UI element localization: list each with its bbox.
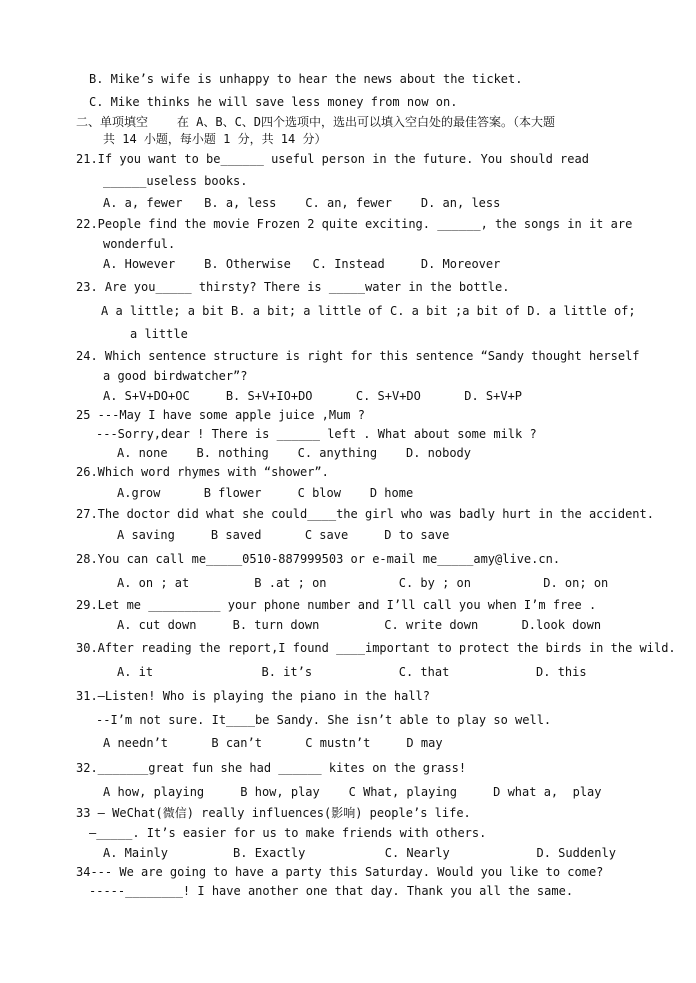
text-line-27: A. cut down B. turn down C. write down D.look down [117,618,602,632]
text-line-31: --I’m not sure. It____be Sandy. She isn’t able to play so well. [96,713,552,727]
text-line-38: 34--- We are going to have a party this Saturday. Would you like to come? [76,865,604,879]
text-line-2: C. Mike thinks he will save less money from now on. [89,95,458,109]
text-line-3: 二、单项填空 在 A、B、C、D四个选项中，选出可以填入空白处的最佳答案。（本大题 [76,115,556,129]
text-line-5: 21.If you want to be______ useful person in the future. You should read [76,152,589,166]
text-line-9: wonderful. [103,237,176,251]
text-line-16: A. S+V+DO+OC B. S+V+IO+DO C. S+V+DO D. S+V+P [103,389,523,403]
text-line-15: a good birdwatcher”? [103,369,248,383]
text-line-14: 24. Which sentence structure is right for this sentence “Sandy thought herself [76,349,640,363]
text-line-30: 31.—Listen! Who is playing the piano in the hall? [76,689,431,703]
text-line-23: A saving B saved C save D to save [117,528,450,542]
text-line-37: A. Mainly B. Exactly C. Nearly D. Suddenly [103,846,616,860]
text-line-11: 23. Are you_____ thirsty? There is _____water in the bottle. [76,280,510,294]
text-line-7: A. a, fewer B. a, less C. an, fewer D. an, less [103,196,501,210]
text-line-17: 25 ---May I have some apple juice ,Mum ? [76,408,365,422]
text-line-29: A. it B. it’s C. that D. this [117,665,587,679]
text-line-6: ______useless books. [103,174,248,188]
text-line-26: 29.Let me __________ your phone number and I’ll call you when I’m free . [76,598,597,612]
text-line-19: A. none B. nothing C. anything D. nobody [117,446,472,460]
text-line-18: ---Sorry,dear ! There is ______ left . What about some milk ? [96,427,537,441]
text-line-36: —_____. It’s easier for us to make friends with others. [89,826,487,840]
text-line-8: 22.People find the movie Frozen 2 quite exciting. ______, the songs in it are [76,217,633,231]
text-line-4: 共 14 小题，每小题 1 分，共 14 分） [103,132,327,146]
text-line-35: 33 — WeChat(微信) really influences(影响) people’s life. [76,806,471,820]
text-line-28: 30.After reading the report,I found ____important to protect the birds in the wild. [76,641,676,655]
text-line-20: 26.Which word rhymes with “shower”. [76,465,329,479]
text-line-24: 28.You can call me_____0510-887999503 or e-mail me_____amy@live.cn. [76,552,561,566]
text-line-34: A how, playing B how, play C What, playing D what a, play [103,785,602,799]
text-line-22: 27.The doctor did what she could____the girl who was badly hurt in the accident. [76,507,654,521]
text-line-33: 32._______great fun she had ______ kites on the grass! [76,761,467,775]
text-line-39: -----________! I have another one that day. Thank you all the same. [89,884,574,898]
text-line-10: A. However B. Otherwise C. Instead D. Moreover [103,257,501,271]
text-line-21: A.grow B flower C blow D home [117,486,414,500]
text-line-32: A needn’t B can’t C mustn’t D may [103,736,443,750]
text-line-12: A a little; a bit B. a bit; a little of C. a bit ;a bit of D. a little of; [101,304,636,318]
text-line-13: a little [130,327,188,341]
text-line-1: B. Mike’s wife is unhappy to hear the news about the ticket. [89,72,523,86]
text-line-25: A. on ; at B .at ; on C. by ; on D. on; on [117,576,609,590]
